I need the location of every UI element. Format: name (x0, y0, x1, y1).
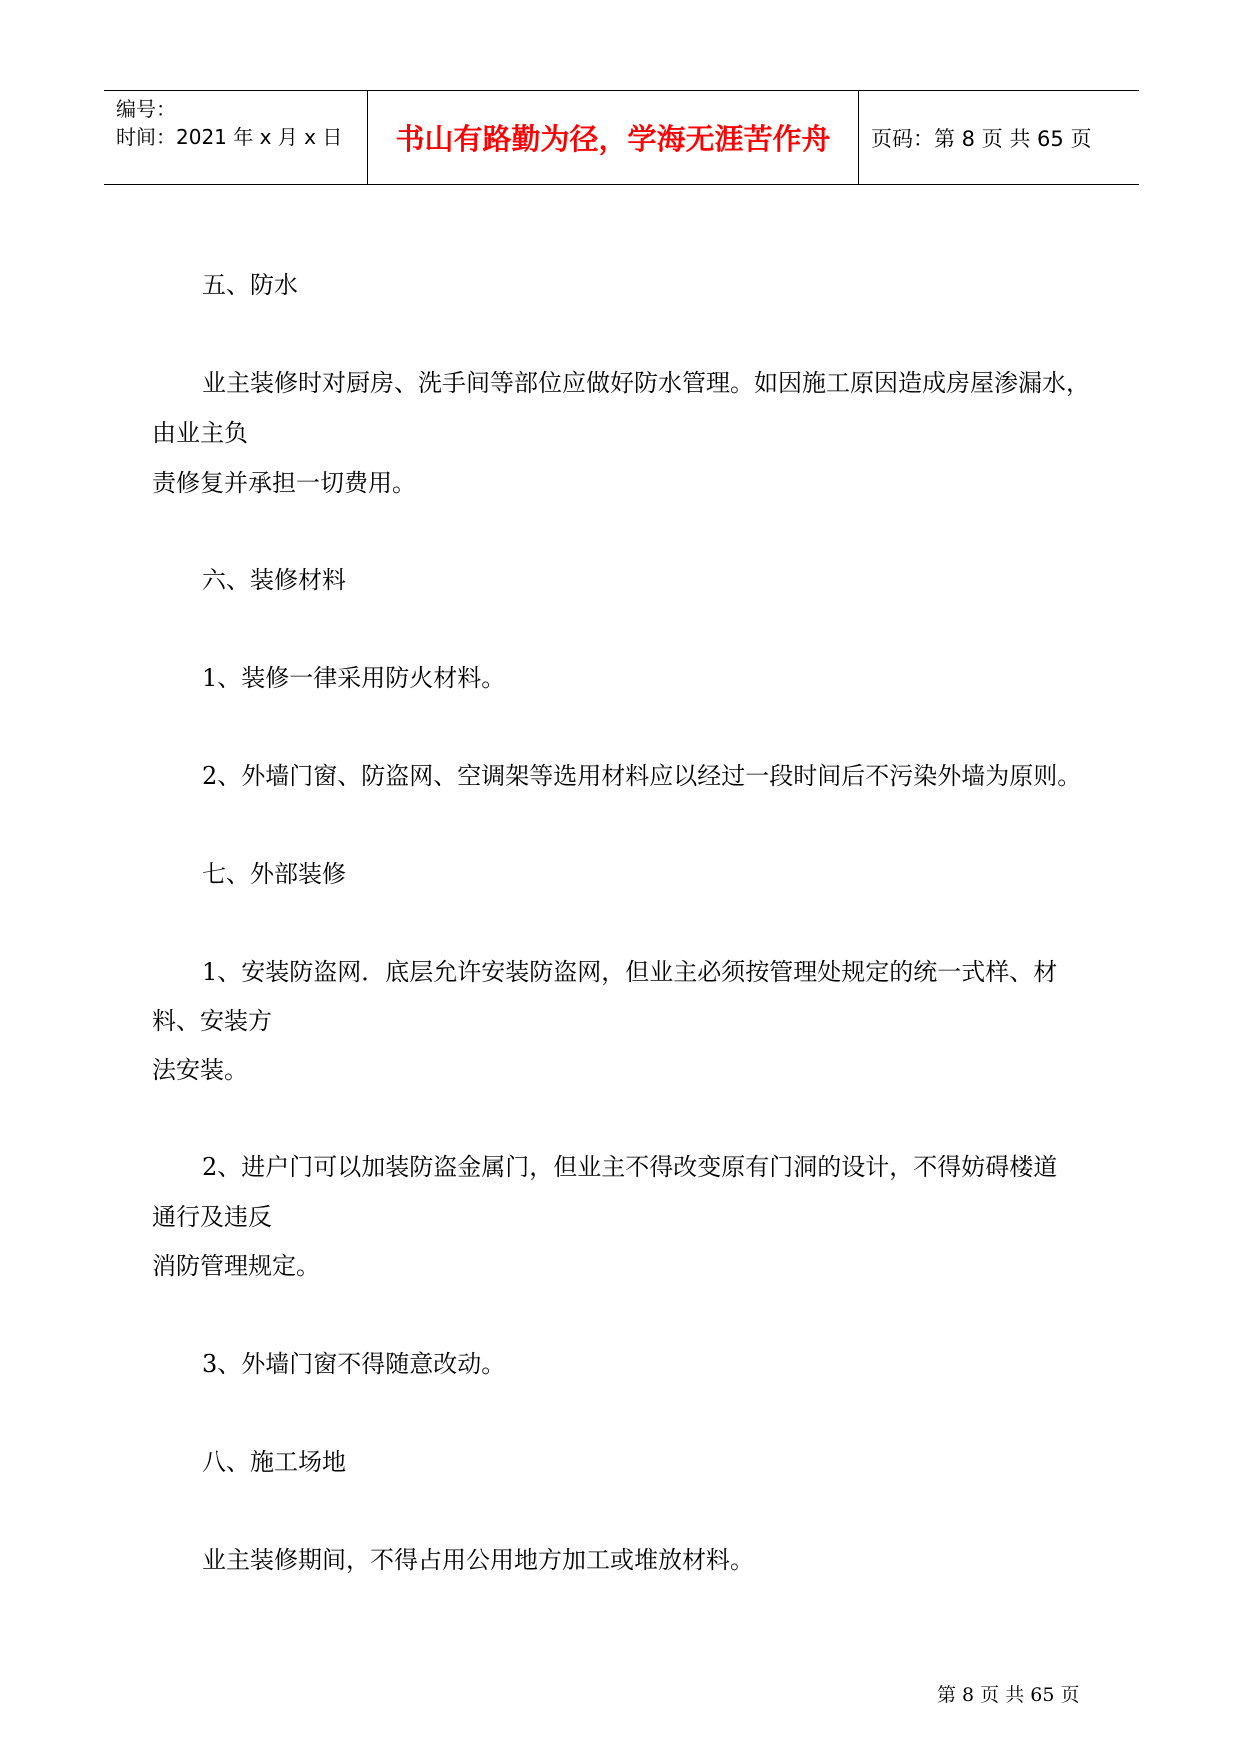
section-heading-waterproof: 五、防水 (202, 271, 298, 299)
list-item-exterior-1-line2: 料、安装方 (152, 1007, 272, 1035)
header-motto: 书山有路勤为径，学海无涯苦作舟 (368, 91, 859, 184)
header-table (104, 90, 1139, 185)
list-item-materials-1: 1、装修一律采用防火材料。 (202, 664, 506, 692)
section-heading-exterior: 七、外部装修 (202, 860, 346, 888)
paragraph-waterproof-line1: 业主装修时对厨房、洗手间等部位应做好防水管理。如因施工原因造成房屋渗漏水， (202, 369, 1090, 397)
section-heading-materials: 六、装修材料 (202, 566, 346, 594)
section-heading-site: 八、施工场地 (202, 1448, 346, 1476)
header-meta-cell (104, 91, 368, 184)
paragraph-site: 业主装修期间，不得占用公用地方加工或堆放材料。 (202, 1546, 754, 1574)
paragraph-waterproof-line3: 责修复并承担一切费用。 (152, 469, 416, 497)
document-number-label: 编号： (116, 97, 176, 121)
list-item-exterior-2-line1: 2、进户门可以加装防盗金属门，但业主不得改变原有门洞的设计，不得妨碍楼道 (202, 1153, 1058, 1181)
document-time-label: 时间：2021 年 x 月 x 日 (116, 125, 343, 149)
list-item-exterior-3: 3、外墙门窗不得随意改动。 (202, 1350, 506, 1378)
footer-page-number: 第 8 页 共 65 页 (937, 1684, 1080, 1706)
list-item-materials-2: 2、外墙门窗、防盗网、空调架等选用材料应以经过一段时间后不污染外墙为原则。 (202, 762, 1082, 790)
list-item-exterior-2-line2: 通行及违反 (152, 1203, 272, 1231)
list-item-exterior-1-line1: 1、安装防盗网．底层允许安装防盗网，但业主必须按管理处规定的统一式样、材 (202, 958, 1058, 986)
list-item-exterior-2-line3: 消防管理规定。 (152, 1252, 320, 1280)
paragraph-waterproof-line2: 由业主负 (152, 419, 248, 447)
list-item-exterior-1-line3: 法安装。 (152, 1056, 248, 1084)
header-page-label: 页码：第 8 页 共 65 页 (871, 126, 1092, 151)
